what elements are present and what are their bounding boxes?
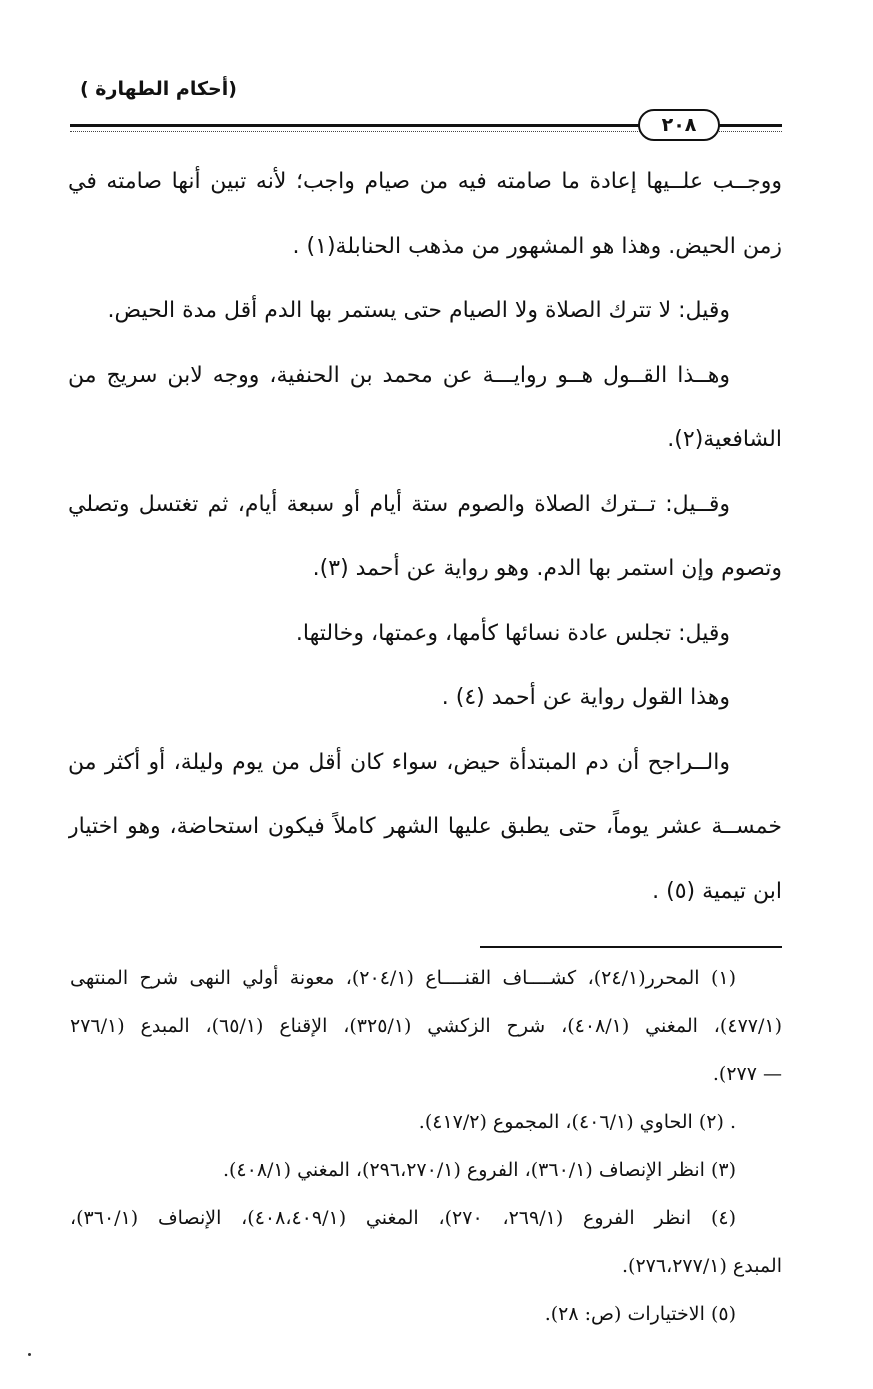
footnote-line: (٥) الاختيارات (ص: ٢٨). — [544, 1303, 736, 1325]
body-line: وتصوم وإن استمر بها الدم. وهو رواية عن أحمد (٣). — [312, 556, 782, 581]
footnote-line: المبدع (٢٧٦،٢٧٧/١). — [622, 1255, 782, 1277]
scan-speck — [28, 1353, 31, 1356]
body-line: ابن تيمية (٥) . — [652, 878, 782, 904]
running-title: (أحكام الطهارة ) — [80, 78, 237, 100]
footnote-line: (٤٧٧/١)، المغني (٤٠٨/١)، شرح الزكشي (٣٢٥/١)، الإقناع (٦٥/١)، المبدع (٢٧٦/١ — [70, 1015, 782, 1037]
body-text — [68, 150, 782, 924]
footnote-rule — [480, 946, 782, 948]
footnotes — [70, 954, 782, 1338]
body-line: وهذا القول رواية عن أحمد (٤) . — [441, 685, 730, 710]
body-line: ووجــب علــيها إعادة ما صامته فيه من صيام واجب؛ لأنه تبين أنها صامته في — [68, 169, 782, 194]
footnote-line: (١) المحرر(٢٤/١)، كشــــاف القنــــاع (٢٠٤/١)، معونة أولي النهى شرح المنتهى — [70, 967, 736, 989]
footnote-line: . (٢) الحاوي (٤٠٦/١)، المجموع (٤١٧/٢). — [418, 1111, 736, 1133]
footnote-line: — ٢٧٧). — [712, 1063, 782, 1085]
body-line: زمن الحيض. وهذا هو المشهور من مذهب الحنابلة(١) . — [292, 233, 782, 259]
page-number: ٢٠٨ — [638, 109, 720, 141]
body-line: وقيل: تجلس عادة نسائها كأمها، وعمتها، وخالتها. — [295, 620, 730, 646]
body-line: الشافعية(٢). — [667, 427, 782, 452]
body-line: وهــذا القــول هــو روايـــة عن محمد بن الحنفية، ووجه لابن سريج من — [68, 362, 730, 388]
body-line: والــراجح أن دم المبتدأة حيض، سواء كان أقل من يوم وليلة، أو أكثر من — [68, 749, 730, 775]
body-line: وقــيل: تــترك الصلاة والصوم ستة أيام أو سبعة أيام، ثم تغتسل وتصلي — [68, 491, 730, 517]
footnote-line: (٣) انظر الإنصاف (٣٦٠/١)، الفروع (٢٩٦،٢٧٠/١)، المغني (٤٠٨/١). — [222, 1159, 736, 1181]
body-line: خمســة عشر يوماً، حتى يطبق عليها الشهر كاملاً فيكون استحاضة، وهو اختيار — [68, 814, 782, 839]
body-line: وقيل: لا تترك الصلاة ولا الصيام حتى يستمر بها الدم أقل مدة الحيض. — [107, 298, 730, 323]
footnote-line: (٤) انظر الفروع (٢٦٩/١، ٢٧٠)، المغني (٤٠٨،٤٠٩/١)، الإنصاف (٣٦٠/١)، — [70, 1207, 736, 1229]
